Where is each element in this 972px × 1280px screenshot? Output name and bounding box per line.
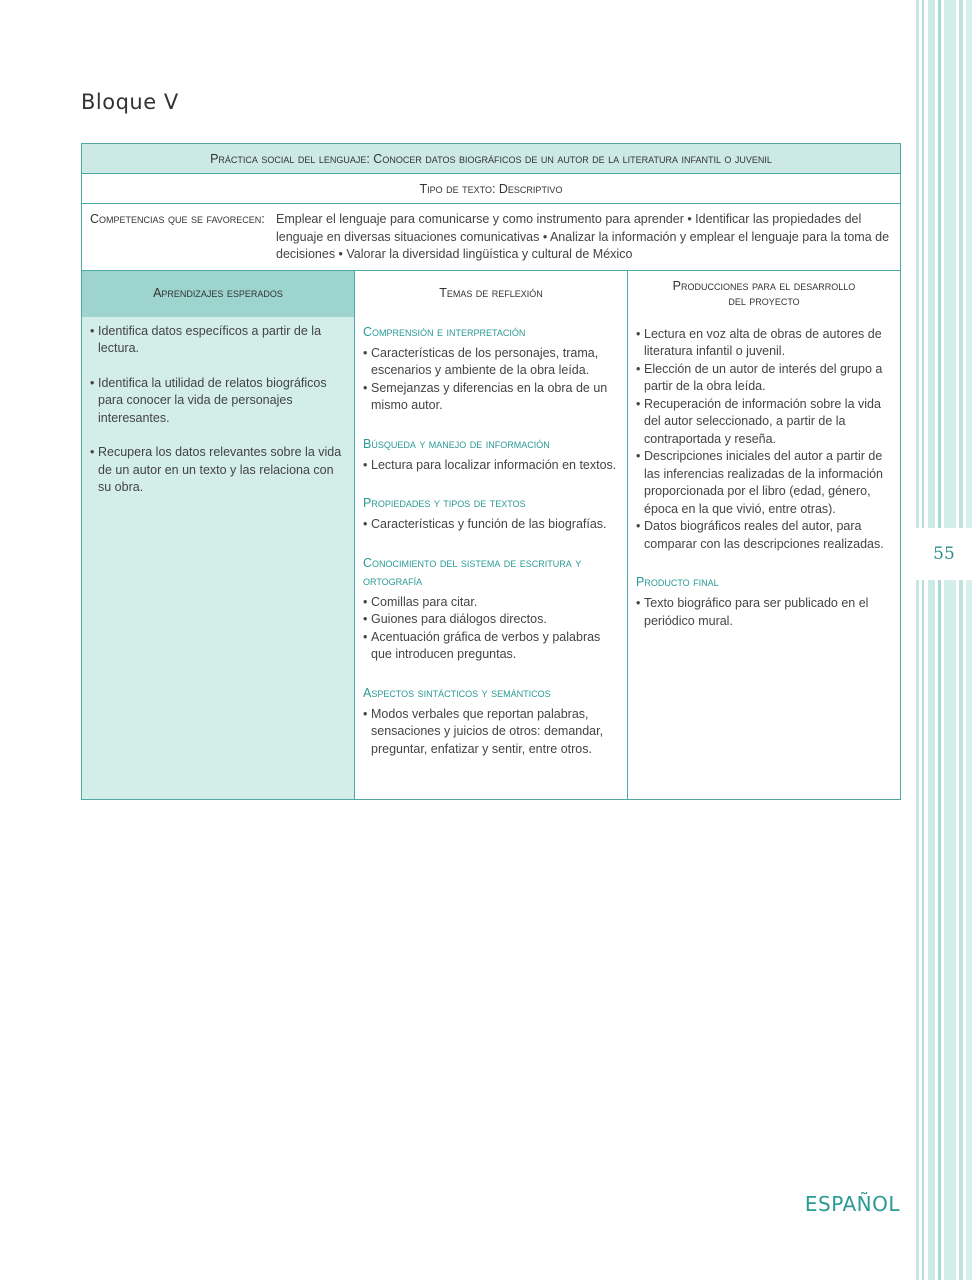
produccion-item: • Descripciones iniciales del autor a partir de las inferencias realizadas de la información proporcionada por el libro (edad, género, época en la que vivió, entre otras).	[636, 448, 892, 518]
practica-text: Práctica social del lenguaje: Conocer datos biográficos de un autor de la literatura infantil o juvenil	[210, 151, 772, 166]
aprendizaje-item: • Recupera los datos relevantes sobre la vida de un autor en un texto y las relaciona con su obra.	[90, 444, 346, 497]
column-header-row	[82, 271, 900, 317]
tema-item: • Lectura para localizar información en textos.	[363, 457, 619, 475]
header-aprendizajes: Aprendizajes esperados	[82, 271, 355, 317]
tipo-text: Tipo de texto: Descriptivo	[419, 181, 563, 196]
header-temas: Temas de reflexión	[355, 271, 628, 317]
tema-item: • Comillas para citar.	[363, 594, 619, 612]
tema-heading: Conocimiento del sistema de escritura y ortografía	[363, 555, 582, 588]
tema-heading: Búsqueda y manejo de información	[363, 436, 550, 451]
header-producciones-text: Producciones para el desarrollo del proyecto	[672, 278, 856, 308]
producciones-column	[628, 317, 900, 799]
temas-column	[355, 317, 628, 799]
tema-item: • Características y función de las biografías.	[363, 516, 619, 534]
tema-item: • Semejanzas y diferencias en la obra de un mismo autor.	[363, 380, 619, 415]
content-row	[82, 317, 900, 799]
decorative-stripes	[916, 0, 972, 1280]
tema-item: • Modos verbales que reportan palabras, sensaciones y juicios de otros: demandar, preguntar, enfatizar y sentir, entre otros.	[363, 706, 619, 759]
page-number-box	[916, 528, 972, 580]
produccion-item: • Recuperación de información sobre la vida del autor seleccionado, a partir de la contraportada y reseña.	[636, 396, 892, 449]
tema-heading: Propiedades y tipos de textos	[363, 496, 526, 510]
produccion-item: • Lectura en voz alta de obras de autores de literatura infantil o juvenil.	[636, 326, 892, 361]
tema-heading: Comprensión e interpretación	[363, 324, 526, 339]
aprendizaje-item: • Identifica datos específicos a partir de la lectura.	[90, 323, 346, 358]
program-table	[81, 143, 901, 800]
practica-row	[82, 144, 900, 174]
competencias-label: Competencias que se favorecen:	[90, 212, 265, 226]
subject-footer: ESPAÑOL	[804, 1192, 900, 1216]
aprendizaje-item: • Identifica la utilidad de relatos biográficos para conocer la vida de personajes interesantes.	[90, 375, 346, 428]
page-number: 55	[933, 544, 955, 564]
block-title: Bloque V	[81, 90, 179, 114]
competencias-row	[82, 204, 900, 271]
tema-item: • Características de los personajes, trama, escenarios y ambiente de la obra leída.	[363, 345, 619, 380]
competencias-text: Emplear el lenguaje para comunicarse y como instrumento para aprender • Identificar las propiedades del lenguaje en diversas situaciones comunicativas • Analizar la información y emplear el lenguaje para la toma de decisiones • Valorar la diversidad lingüística y cultural de México	[276, 212, 890, 261]
tema-item: • Acentuación gráfica de verbos y palabras que introducen preguntas.	[363, 629, 619, 664]
tema-item: • Guiones para diálogos directos.	[363, 611, 619, 629]
tipo-row	[82, 174, 900, 204]
producto-final-heading: Producto final	[636, 575, 719, 589]
tema-heading: Aspectos sintácticos y semánticos	[363, 685, 551, 700]
produccion-item: • Datos biográficos reales del autor, para comparar con las descripciones realizadas.	[636, 518, 892, 553]
header-producciones	[628, 271, 900, 317]
produccion-item: • Elección de un autor de interés del grupo a partir de la obra leída.	[636, 361, 892, 396]
producto-final-item: • Texto biográfico para ser publicado en el periódico mural.	[636, 595, 892, 630]
aprendizajes-column	[82, 317, 355, 799]
